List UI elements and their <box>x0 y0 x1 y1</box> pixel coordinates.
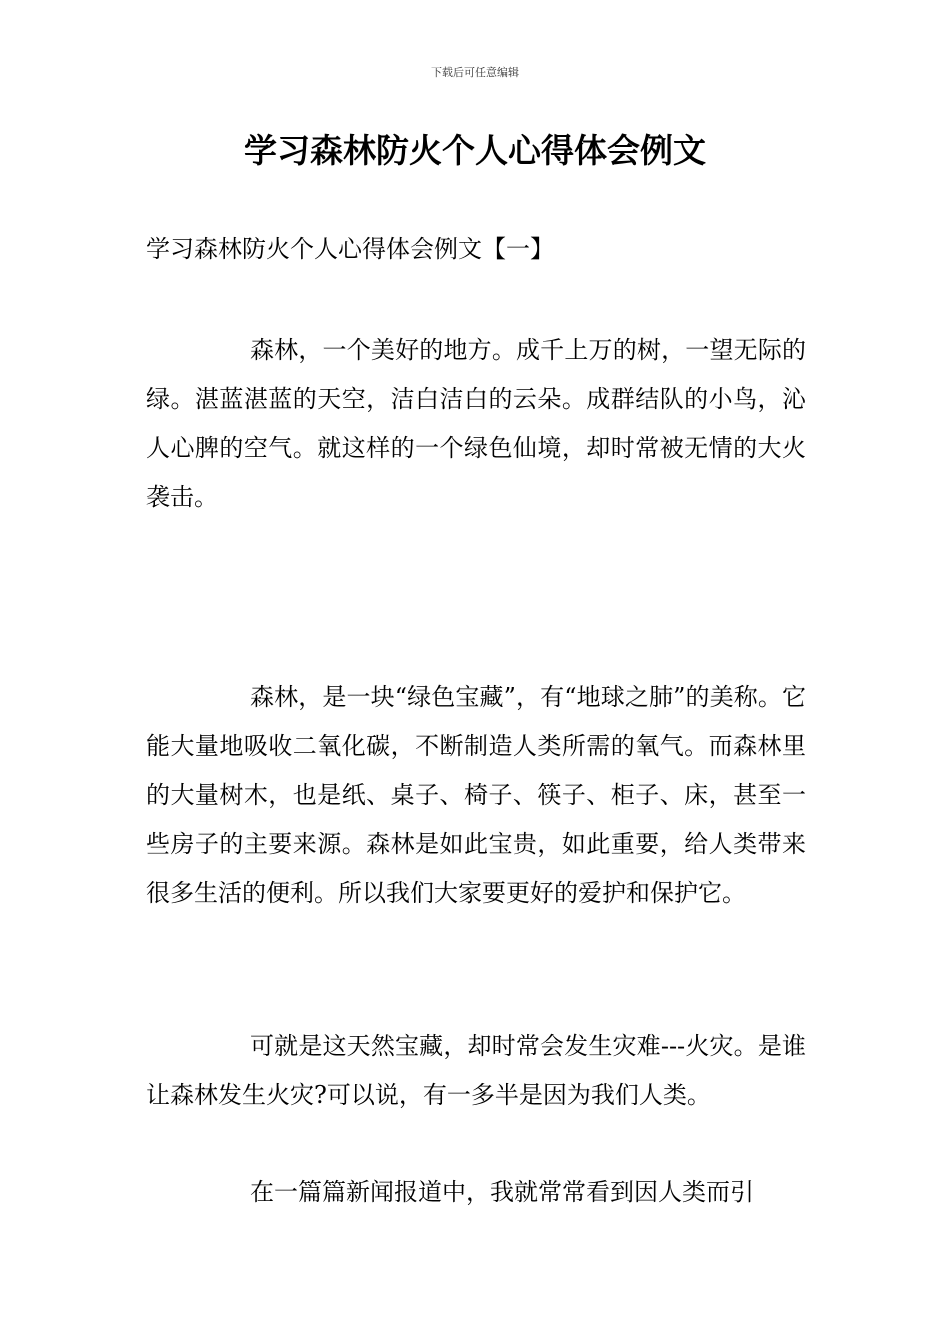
paragraph-3: 可就是这天然宝藏，却时常会发生灾难---火灾。是谁让森林发生火灾?可以说，有一多半是因为我们人类。 <box>146 1032 806 1109</box>
paragraph-4: 在一篇篇新闻报道中，我就常常看到因人类而引 <box>250 1178 754 1206</box>
section-heading: 学习森林防火个人心得体会例文【一】 <box>146 235 554 263</box>
header-note: 下载后可任意编辑 <box>431 66 519 79</box>
paragraph-1: 森林，一个美好的地方。成千上万的树，一望无际的绿。湛蓝湛蓝的天空，洁白洁白的云朵。成群结队的小鸟，沁人心脾的空气。就这样的一个绿色仙境，却时常被无情的大火袭击。 <box>146 336 806 511</box>
paragraph-2: 森林，是一块“绿色宝藏”，有“地球之肺”的美称。它能大量地吸收二氧化碳，不断制造人类所需的氧气。而森林里的大量树木，也是纸、桌子、椅子、筷子、柜子、床，甚至一些房子的主要来源。森林是如此宝贵，如此重要，给人类带来很多生活的便利。所以我们大家要更好的爱护和保护它。 <box>146 683 806 907</box>
document-title: 学习森林防火个人心得体会例文 <box>244 131 706 170</box>
